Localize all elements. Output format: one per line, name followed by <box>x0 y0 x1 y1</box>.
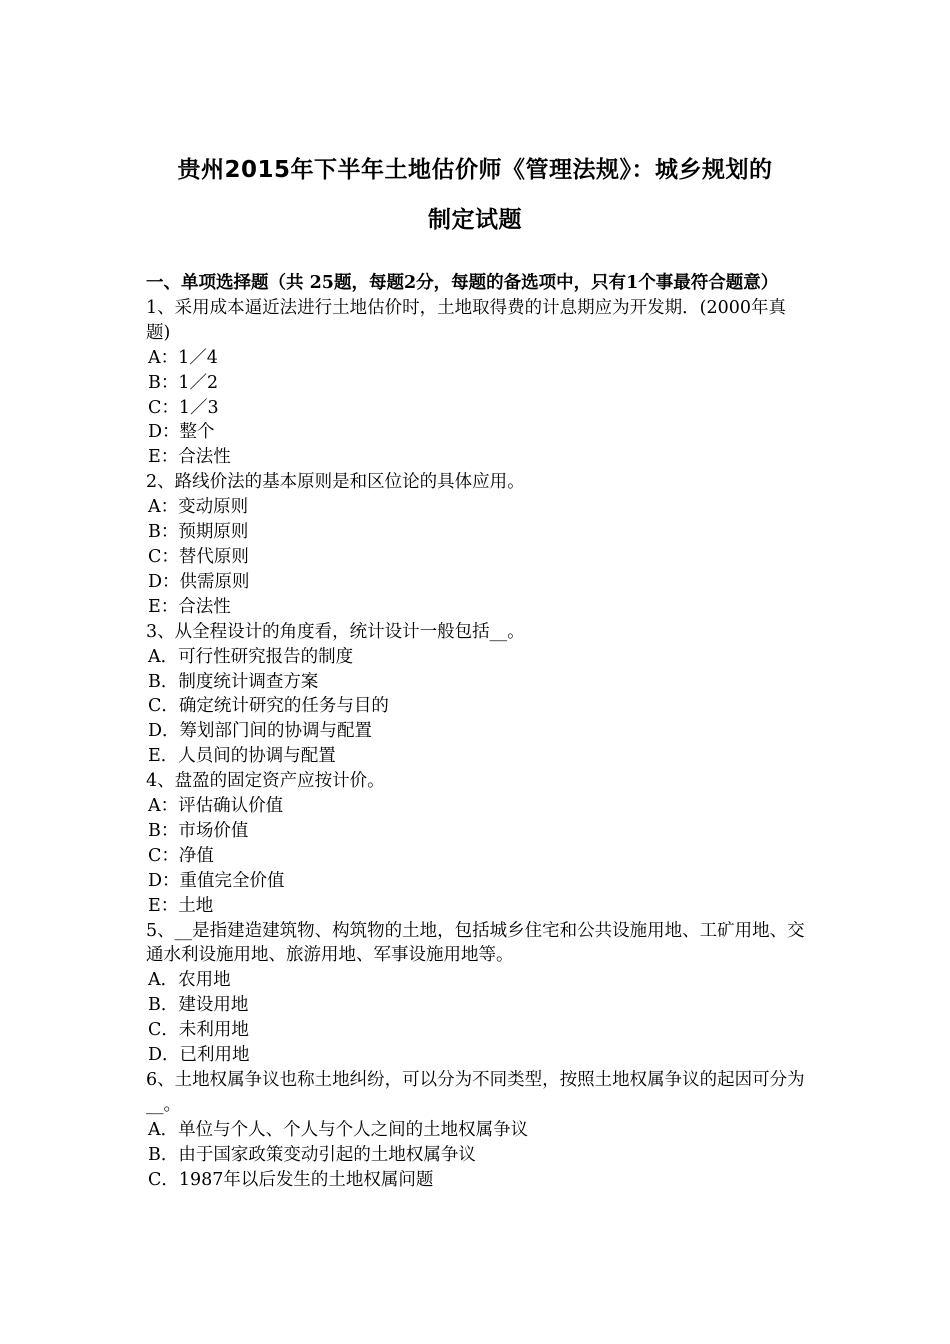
question-block <box>146 769 810 918</box>
answer-option: A．可行性研究报告的制度 <box>148 646 354 667</box>
answer-option: B．制度统计调查方案 <box>148 671 319 692</box>
answer-option: A：1／4 <box>148 347 218 368</box>
question-text: 1、采用成本逼近法进行土地估价时，土地取得费的计息期应为开发期．(2000年真题) <box>146 297 786 343</box>
question-block <box>146 919 810 1068</box>
answer-option: A．单位与个人、个人与个人之间的土地权属争议 <box>148 1119 529 1140</box>
answer-option: E．人员间的协调与配置 <box>148 746 336 767</box>
answer-option: B：1／2 <box>148 372 219 393</box>
answer-option: B．建设用地 <box>148 995 249 1016</box>
answer-option: B：预期原则 <box>148 522 249 543</box>
option-list <box>146 346 810 471</box>
answer-option: C．确定统计研究的任务与目的 <box>148 696 389 717</box>
option-list <box>146 495 810 620</box>
answer-option: A：变动原则 <box>148 497 249 518</box>
answer-option: C：替代原则 <box>148 546 249 567</box>
question-text: 2、路线价法的基本原则是和区位论的具体应用。 <box>146 472 525 493</box>
answer-option: A．农用地 <box>148 970 231 991</box>
option-list <box>146 1118 810 1193</box>
answer-option: E：合法性 <box>148 447 231 468</box>
question-text: 6、土地权属争议也称土地纠纷，可以分为不同类型，按照土地权属争议的起因可分为__。 <box>146 1070 805 1115</box>
option-list <box>146 645 810 770</box>
answer-option: D．筹划部门间的协调与配置 <box>148 721 373 742</box>
question-text: 3、从全程设计的角度看，统计设计一般包括__。 <box>146 621 525 642</box>
option-list <box>146 794 810 919</box>
answer-option: E：合法性 <box>148 596 231 617</box>
question-list <box>146 296 810 1193</box>
question-block <box>146 1068 810 1193</box>
answer-option: D：重值完全价值 <box>148 870 285 891</box>
answer-option: E：土地 <box>148 895 214 916</box>
answer-option: C：净值 <box>148 845 214 866</box>
question-block <box>146 620 810 769</box>
answer-option: D．已利用地 <box>148 1045 250 1066</box>
answer-option: C．1987年以后发生的土地权属问题 <box>148 1169 434 1190</box>
question-text: 5、__是指建造建筑物、构筑物的土地，包括城乡住宅和公共设施用地、工矿用地、交通水利设施用地、旅游用地、军事设施用地等。 <box>146 920 805 966</box>
question-block <box>146 470 810 619</box>
answer-option: B．由于国家政策变动引起的土地权属争议 <box>148 1144 476 1165</box>
answer-option: B：市场价值 <box>148 820 249 841</box>
question-block <box>146 296 810 470</box>
answer-option: D：供需原则 <box>148 571 250 592</box>
document-title-line-1: 贵州2015年下半年土地估价师《管理法规》：城乡规划的 <box>177 157 773 183</box>
document-body <box>146 271 810 1193</box>
section-heading: 一、单项选择题（共 25题，每题2分，每题的备选项中，只有1个事最符合题意） <box>146 273 779 293</box>
answer-option: C：1／3 <box>148 397 219 418</box>
option-list <box>146 968 810 1068</box>
answer-option: C．未利用地 <box>148 1020 249 1041</box>
answer-option: A：评估确认价值 <box>148 796 284 817</box>
document-title-line-2: 制定试题 <box>428 207 522 233</box>
answer-option: D：整个 <box>148 422 215 443</box>
question-text: 4、盘盈的固定资产应按计价。 <box>146 771 385 792</box>
